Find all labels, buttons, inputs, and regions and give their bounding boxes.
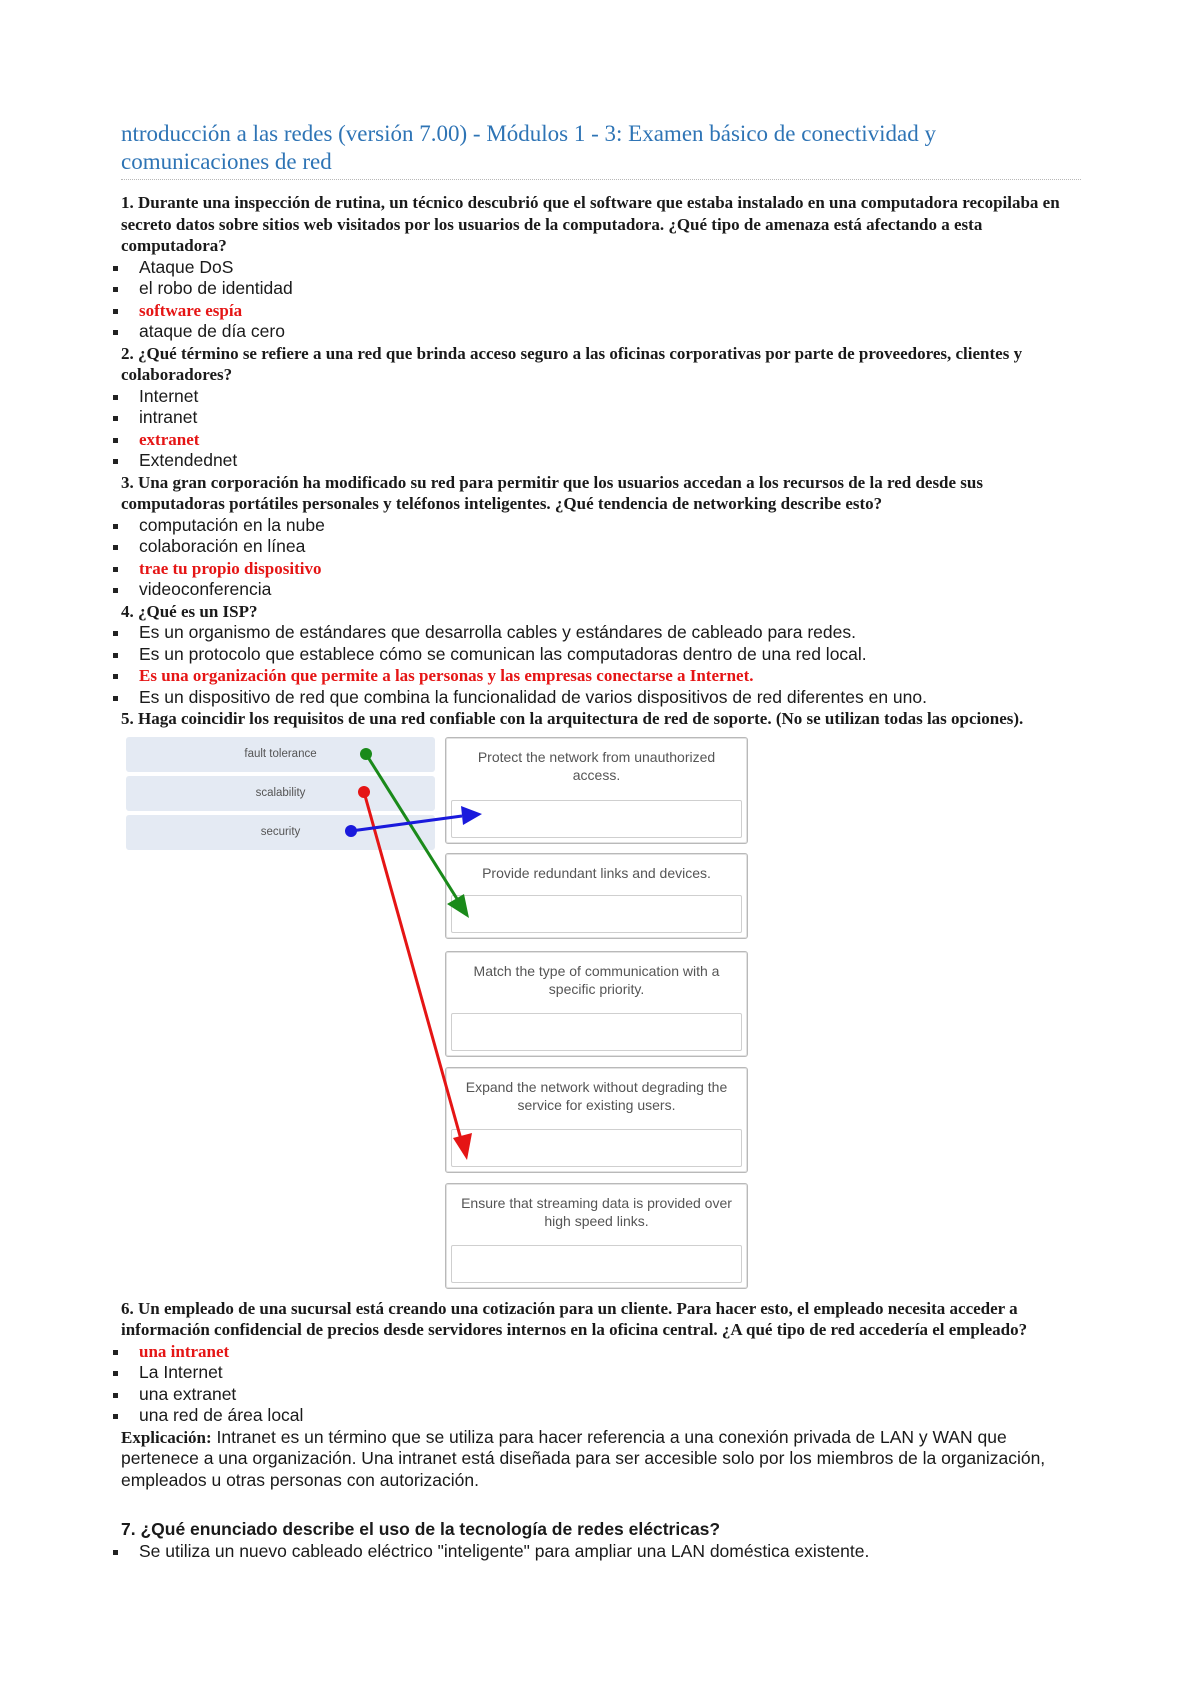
options-q1 (0, 257, 1200, 343)
correct-option: Es una organización que permite a las personas y las empresas conectarse a Internet. (0, 665, 1200, 687)
question-6: 6. Un empleado de una sucursal está creando una cotización para un cliente. Para hacer esto, el empleado necesita acceder a información confidencial de precios desde servidores internos en la oficina central. ¿A qué tipo de red accedería el empleado? (121, 1298, 1028, 1339)
term-fault-tolerance[interactable]: fault tolerance (126, 737, 435, 772)
term-security[interactable]: security (126, 815, 435, 850)
page-title: ntroducción a las redes (versión 7.00) - Módulos 1 - 3: Examen básico de conectividad y comunicaciones de red (121, 120, 1081, 180)
option: colaboración en línea (0, 536, 1200, 558)
option: Internet (0, 386, 1200, 408)
explanation (121, 1427, 1081, 1492)
option: Ataque DoS (0, 257, 1200, 279)
option: intranet (0, 407, 1200, 429)
question-2: 2. ¿Qué término se refiere a una red que brinda acceso seguro a las oficinas corporativas por parte de proveedores, clientes y colaboradores? (121, 343, 1023, 384)
option: Es un protocolo que establece cómo se comunican las computadoras dentro de una red local. (0, 644, 1200, 666)
option: Se utiliza un nuevo cableado eléctrico "inteligente" para ampliar una LAN doméstica existente. (0, 1541, 1200, 1563)
option: una red de área local (0, 1405, 1200, 1427)
option: una extranet (0, 1384, 1200, 1406)
option: el robo de identidad (0, 278, 1200, 300)
explanation-text: Intranet es un término que se utiliza para hacer referencia a una conexión privada de LAN y WAN que pertenece a una organización. Una intranet está diseñada para ser accesible solo por los miembros de la organización, empleados u otras personas con autorización. (121, 1426, 1046, 1490)
option: Extendednet (0, 450, 1200, 472)
target-text: Match the type of communication with a specific priority. (473, 962, 720, 997)
target-text: Expand the network without degrading the service for existing users. (465, 1078, 728, 1113)
correct-option: software espía (0, 300, 1200, 322)
target-text: Ensure that streaming data is provided over high speed links. (461, 1194, 732, 1229)
option: computación en la nube (0, 515, 1200, 537)
options-q4 (0, 622, 1200, 708)
correct-option: una intranet (0, 1341, 1200, 1363)
explanation-label: Explicación: (121, 1427, 212, 1447)
option: Es un organismo de estándares que desarrolla cables y estándares de cableado para redes. (0, 622, 1200, 644)
arrow-scalability (358, 786, 472, 1160)
option: ataque de día cero (0, 321, 1200, 343)
options-q2 (0, 386, 1200, 472)
target-text: Provide redundant links and devices. (482, 864, 711, 881)
question-1: 1. Durante una inspección de rutina, un técnico descubrió que el software que estaba instalado en una computadora recopilaba en secreto datos sobre sitios web visitados por los usuarios de la computadora. ¿Qué tipo de amenaza está afectando a esta computadora? (121, 193, 1060, 255)
correct-option: extranet (0, 429, 1200, 451)
options-q6 (0, 1341, 1200, 1427)
term-scalability[interactable]: scalability (126, 776, 435, 811)
option: videoconferencia (0, 579, 1200, 601)
question-5: 5. Haga coincidir los requisitos de una red confiable con la arquitectura de red de soporte. (No se utilizan todas las opciones). (121, 709, 1024, 728)
options-q7 (0, 1541, 1200, 1563)
target-text: Protect the network from unauthorized access. (477, 748, 716, 783)
question-7: 7. ¿Qué enunciado describe el uso de la tecnología de redes eléctricas? (121, 1519, 721, 1539)
correct-option: trae tu propio dispositivo (0, 558, 1200, 580)
option: Es un dispositivo de red que combina la funcionalidad de varios dispositivos de red diferentes en uno. (0, 687, 1200, 709)
question-3: 3. Una gran corporación ha modificado su red para permitir que los usuarios accedan a los recursos de la red desde sus computadoras portátiles personales y teléfonos inteligentes. ¿Qué tendencia de networking describe esto? (121, 472, 983, 513)
match-arrows (0, 732, 1200, 1298)
option: La Internet (0, 1362, 1200, 1384)
question-4: 4. ¿Qué es un ISP? (121, 601, 258, 621)
options-q3 (0, 515, 1200, 601)
matching-figure (0, 732, 1200, 1298)
exam-content (0, 192, 1200, 1562)
